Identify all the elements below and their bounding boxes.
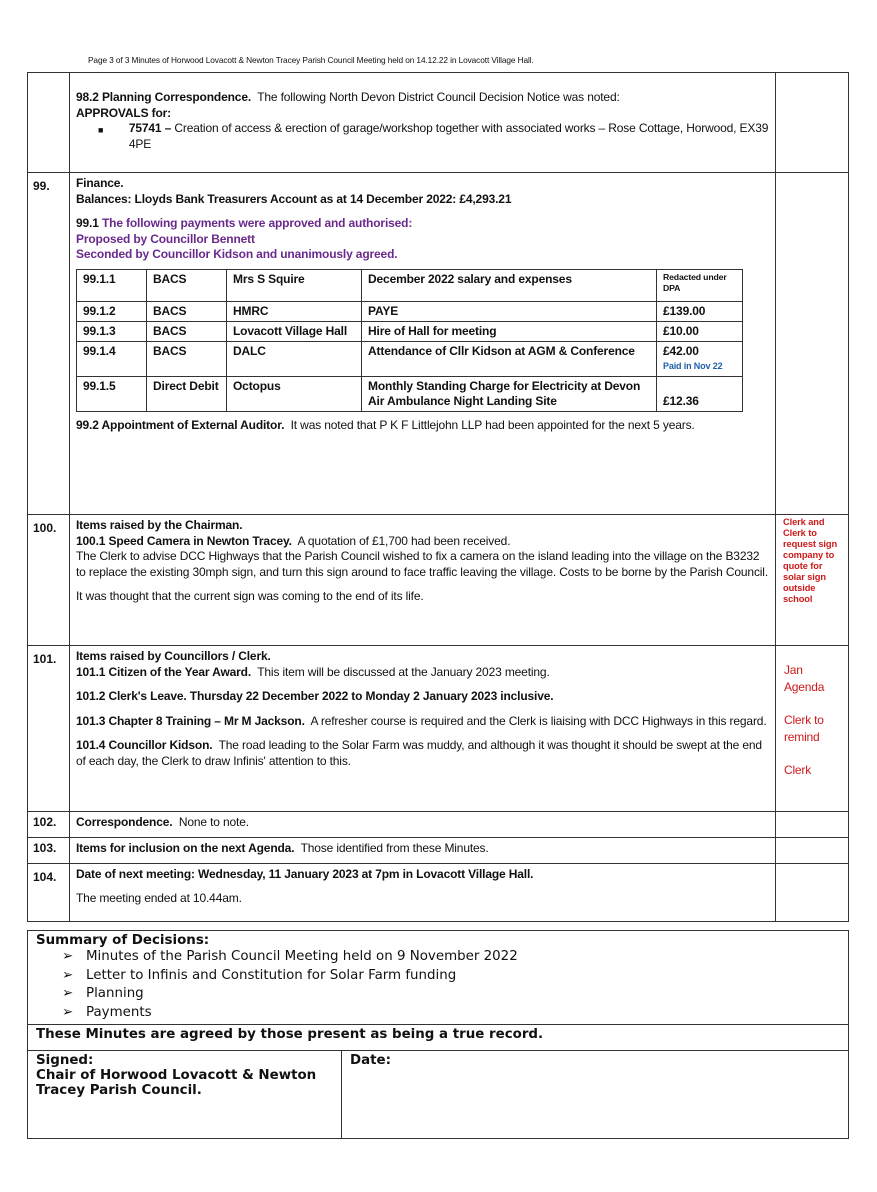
payment-desc: PAYE — [362, 301, 657, 321]
agenda-items-title: Items for inclusion on the next Agenda. — [76, 841, 295, 855]
page-header: Page 3 of 3 Minutes of Horwood Lovacott & Newton Tracey Parish Council Meeting held on 14.12.22 in Lovacott Village Hall. — [88, 55, 534, 65]
item-104-body — [70, 864, 776, 922]
payment-amount: £139.00 — [657, 301, 743, 321]
finance-title: Finance. — [76, 176, 124, 190]
kidson-title: 101.4 Councillor Kidson. — [76, 738, 213, 752]
payment-row — [77, 301, 743, 321]
item-103-body — [70, 838, 776, 864]
item-100-body — [70, 515, 776, 646]
row-104 — [28, 864, 849, 922]
date-label: Date: — [350, 1053, 391, 1068]
payment-amount: £42.00 — [663, 343, 699, 358]
signed-by: Chair of Horwood Lovacott & Newton Tracey Parish Council. — [36, 1068, 317, 1098]
payment-amount: Redacted under DPA — [657, 269, 743, 301]
action-cell — [776, 864, 849, 922]
payment-note: Paid in Nov 22 — [663, 360, 723, 371]
row-100 — [28, 515, 849, 646]
agreed-row — [28, 1025, 849, 1051]
payment-payee: DALC — [227, 341, 362, 376]
date-cell — [342, 1051, 849, 1139]
speed-camera-text: A quotation of £1,700 had been received. — [297, 533, 511, 548]
item-number: 102. — [28, 812, 70, 838]
payment-payee: Mrs S Squire — [227, 269, 362, 301]
payments-num: 99.1 — [76, 216, 99, 230]
payment-desc: December 2022 salary and expenses — [362, 269, 657, 301]
proposed-by: Proposed by Councillor Bennett — [76, 231, 255, 246]
chairman-title: Items raised by the Chairman. — [76, 518, 243, 532]
item-102-body — [70, 812, 776, 838]
action-note: Clerk — [784, 763, 812, 777]
action-cell — [776, 646, 849, 812]
training-title: 101.3 Chapter 8 Training – Mr M Jackson. — [76, 713, 305, 728]
correspondence-title: Correspondence. — [76, 815, 173, 829]
action-cell — [776, 73, 849, 173]
item-number-cell — [28, 73, 70, 173]
speed-camera-title: 100.1 Speed Camera in Newton Tracey. — [76, 533, 292, 548]
action-note: Jan Agenda — [784, 663, 825, 694]
signed-label: Signed: — [36, 1053, 94, 1068]
signature-cell — [28, 1051, 342, 1139]
item-number: 101. — [28, 646, 70, 812]
clerk-leave: 101.2 Clerk's Leave. Thursday 22 December 2022 to Monday 2 January 2023 inclusive. — [76, 689, 554, 703]
citizen-award-text: This item will be discussed at the January 2023 meeting. — [257, 664, 550, 679]
payment-ref: 99.1.3 — [77, 321, 147, 341]
approval-text: Creation of access & erection of garage/workshop together with associated works – Rose Cottage, Horwood, EX39 4PE — [128, 121, 769, 151]
payment-amount: £10.00 — [657, 321, 743, 341]
summary-item: ➢ Payments — [36, 1004, 840, 1023]
approval-item — [76, 121, 769, 152]
summary-item: ➢ Planning — [36, 985, 840, 1004]
row-101 — [28, 646, 849, 812]
minutes-table — [27, 72, 849, 922]
item-number: 100. — [28, 515, 70, 646]
sign-life-text: It was thought that the current sign was coming to the end of its life. — [76, 589, 424, 603]
correspondence-text: None to note. — [178, 815, 249, 829]
balances-text: Balances: Lloyds Bank Treasurers Account as at 14 December 2022: £4,293.21 — [76, 191, 512, 206]
councillors-title: Items raised by Councillors / Clerk. — [76, 649, 271, 663]
speed-camera-detail: The Clerk to advise DCC Highways that the Parish Council wished to fix a camera on the island leading into the village on the B3232 to replace the existing 30mph sign, and turn this sign around to face traffic leaving the village. Costs to be borne by the Parish Council. — [76, 549, 769, 579]
action-cell — [776, 173, 849, 515]
row-102 — [28, 812, 849, 838]
payment-method: BACS — [147, 321, 227, 341]
payments-table — [76, 269, 743, 412]
kidson-text: The road leading to the Solar Farm was muddy, and although it was thought it should be swept at the end of each day, the Clerk to draw Infinis' attention to this. — [76, 738, 762, 768]
arrow-bullet-icon: ➢ — [62, 949, 74, 964]
payment-amount-cell — [657, 341, 743, 376]
payment-ref: 99.1.2 — [77, 301, 147, 321]
summary-cell — [28, 931, 849, 1025]
payment-method: Direct Debit — [147, 376, 227, 411]
action-note: Clerk and Clerk to request sign company to quote for solar sign outside school — [776, 515, 849, 646]
summary-item: ➢ Letter to Infinis and Constitution for Solar Farm funding — [36, 967, 840, 986]
action-cell — [776, 838, 849, 864]
item-number: 103. — [28, 838, 70, 864]
seconded-by: Seconded by Councillor Kidson and unanimously agreed. — [76, 247, 398, 261]
agreed-text: These Minutes are agreed by those present as being a true record. — [28, 1025, 849, 1051]
item-99-body — [70, 173, 776, 515]
approval-ref: 75741 – — [128, 121, 172, 135]
item-number: 104. — [28, 864, 70, 922]
payment-desc: Attendance of Cllr Kidson at AGM & Conference — [362, 341, 657, 376]
summary-row — [28, 931, 849, 1025]
signature-row — [28, 1051, 849, 1139]
payment-method: BACS — [147, 341, 227, 376]
payment-desc: Hire of Hall for meeting — [362, 321, 657, 341]
payments-approved: The following payments were approved and authorised: — [101, 216, 413, 230]
summary-item: ➢ Minutes of the Parish Council Meeting held on 9 November 2022 — [36, 948, 840, 967]
payment-ref: 99.1.5 — [77, 376, 147, 411]
bullet-square-icon: ■ — [98, 125, 104, 135]
summary-title: Summary of Decisions: — [36, 933, 210, 948]
arrow-bullet-icon: ➢ — [62, 986, 74, 1001]
auditor-text: It was noted that P K F Littlejohn LLP had been appointed for the next 5 years. — [290, 417, 695, 432]
payment-method: BACS — [147, 301, 227, 321]
row-103 — [28, 838, 849, 864]
row-98-2 — [28, 73, 849, 173]
item-98-2-text: The following North Devon District Council Decision Notice was noted: — [257, 90, 620, 104]
payment-payee: Lovacott Village Hall — [227, 321, 362, 341]
payment-ref: 99.1.4 — [77, 341, 147, 376]
training-text: A refresher course is required and the Clerk is liaising with DCC Highways in this regard. — [310, 713, 767, 728]
payment-row — [77, 341, 743, 376]
item-98-2-title: 98.2 Planning Correspondence. — [76, 90, 252, 104]
item-101-body — [70, 646, 776, 812]
next-meeting: Date of next meeting: Wednesday, 11 January 2023 at 7pm in Lovacott Village Hall. — [76, 867, 534, 881]
arrow-bullet-icon: ➢ — [62, 1004, 74, 1020]
payment-amount: £12.36 — [657, 376, 743, 411]
payment-method: BACS — [147, 269, 227, 301]
payment-row — [77, 376, 743, 411]
payment-ref: 99.1.1 — [77, 269, 147, 301]
agenda-items-text: Those identified from these Minutes. — [300, 841, 489, 855]
meeting-ended: The meeting ended at 10.44am. — [76, 890, 242, 905]
auditor-title: 99.2 Appointment of External Auditor. — [76, 417, 285, 432]
approvals-label: APPROVALS for: — [76, 105, 172, 120]
item-number: 99. — [28, 173, 70, 515]
arrow-bullet-icon: ➢ — [62, 967, 74, 983]
summary-table — [27, 930, 849, 1139]
citizen-award-title: 101.1 Citizen of the Year Award. — [76, 664, 252, 679]
action-note: Clerk to remind — [784, 713, 824, 744]
payment-row — [77, 321, 743, 341]
payment-payee: Octopus — [227, 376, 362, 411]
payment-desc: Monthly Standing Charge for Electricity at Devon Air Ambulance Night Landing Site — [362, 376, 657, 411]
payment-payee: HMRC — [227, 301, 362, 321]
payment-row — [77, 269, 743, 301]
row-99 — [28, 173, 849, 515]
action-cell — [776, 812, 849, 838]
item-98-2-body — [70, 73, 776, 173]
